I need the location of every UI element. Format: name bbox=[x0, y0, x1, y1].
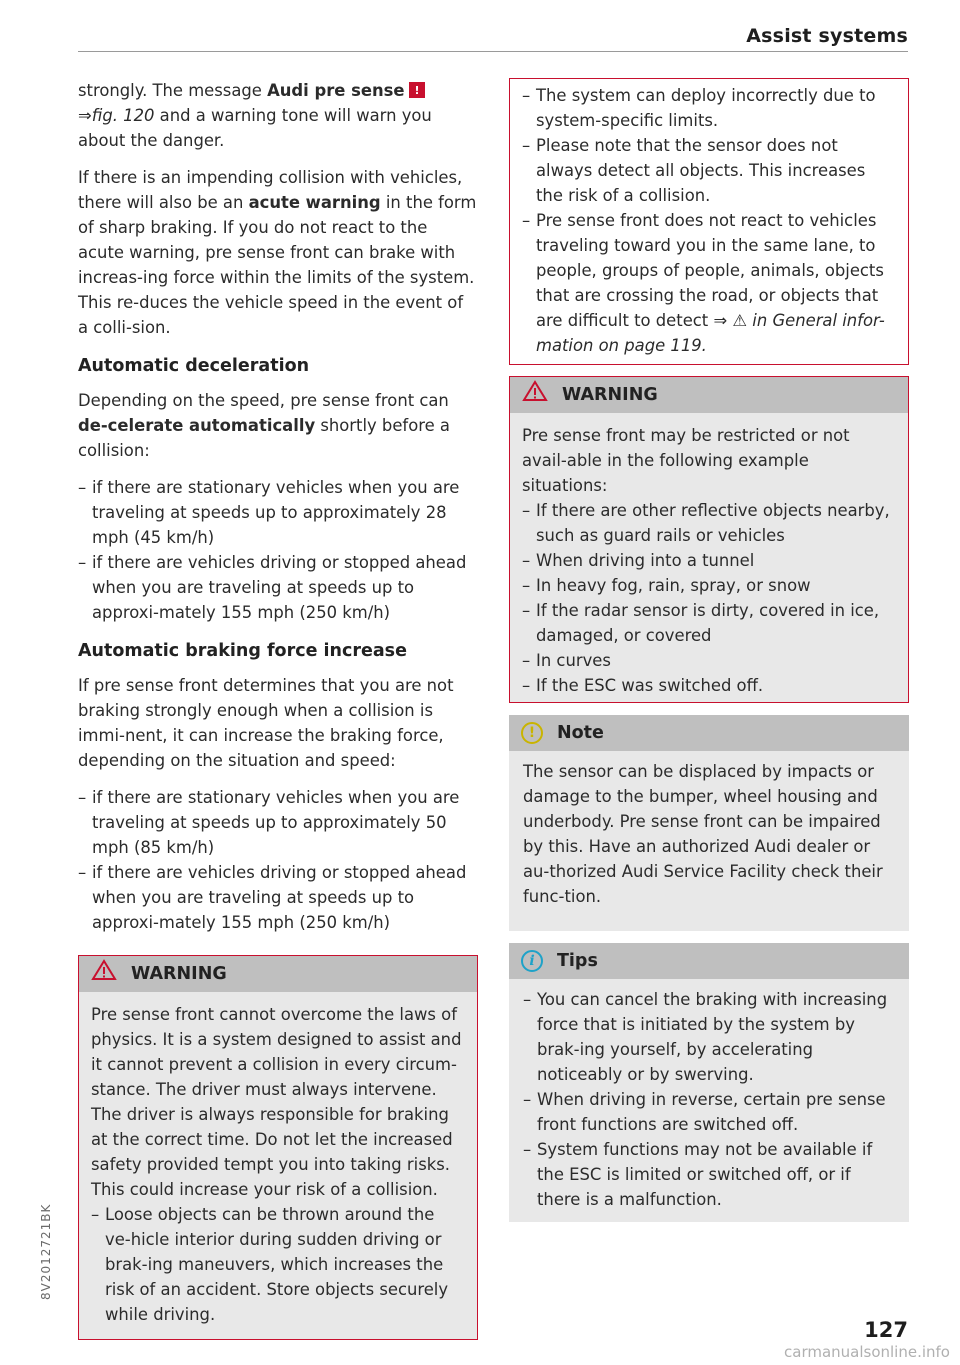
tips-box bbox=[509, 943, 909, 1222]
watermark: carmanualsonline.info bbox=[784, 1343, 950, 1361]
list-item: – In curves bbox=[522, 648, 896, 673]
warning-body bbox=[510, 413, 908, 702]
warning-header bbox=[79, 956, 477, 992]
deceleration-list bbox=[78, 475, 478, 625]
warning-box-right bbox=[509, 376, 909, 703]
warning-text: Pre sense front may be restricted or not avail-able in the following example situations: bbox=[522, 426, 850, 495]
tips-title: Tips bbox=[557, 950, 598, 971]
warning-triangle-icon bbox=[522, 380, 548, 410]
cross-reference-link[interactable]: ⇒ ⚠ bbox=[713, 311, 748, 330]
warning-continued-box bbox=[509, 78, 909, 365]
list-item: – When driving into a tunnel bbox=[522, 548, 896, 573]
list-item: – The system can deploy incorrectly due to system-specific limits. bbox=[522, 83, 896, 133]
info-circle-icon: i bbox=[521, 950, 543, 972]
warning-list bbox=[522, 498, 896, 698]
paragraph-acute-warning: If there is an impending collision with vehicles, there will also be an acute warning in the form of sharp braking. If you do not react to the acute warning, pre sense front can brake with increas-ing force within the limits of the system. This re-duces the vehicle speed in the event of a colli-sion. bbox=[78, 168, 477, 337]
document-code: 8V2012721BK bbox=[39, 1203, 53, 1300]
warning-box-left bbox=[78, 955, 478, 1340]
list-item: – When driving in reverse, certain pre sense front functions are switched off. bbox=[523, 1087, 895, 1137]
tips-header bbox=[509, 943, 909, 979]
list-item: – If the ESC was switched off. bbox=[522, 673, 896, 698]
exclamation-circle-icon: ! bbox=[521, 722, 543, 744]
warning-text: Pre sense front cannot overcome the laws of physics. It is a system designed to assist and it cannot prevent a collision in every circum-stance. The driver must always intervene. The driver is always responsible for braking at the correct time. Do not let the increased safety provided tempt you into taking risks. This could increase your risk of a collision. bbox=[91, 1005, 462, 1199]
warning-continued-list bbox=[522, 83, 896, 358]
list-item: – System functions may not be available if the ESC is limited or switched off, or if there is a malfunction. bbox=[523, 1137, 895, 1212]
fig-reference-link[interactable]: fig. 120 bbox=[91, 106, 155, 125]
note-body bbox=[509, 751, 909, 931]
section-title: Assist systems bbox=[746, 25, 908, 47]
paragraph-message: strongly. The message Audi pre sense! ⇒fig. 120 and a warning tone will warn you about the danger. bbox=[78, 78, 478, 153]
warning-header bbox=[510, 377, 908, 413]
list-item: – if there are vehicles driving or stopped ahead when you are traveling at speeds up to approxi-mately 155 mph (250 km/h) bbox=[78, 860, 478, 935]
left-column bbox=[78, 78, 478, 1340]
warning-title: WARNING bbox=[131, 963, 227, 984]
tips-list bbox=[523, 987, 895, 1212]
list-item: – In heavy fog, rain, spray, or snow bbox=[522, 573, 896, 598]
list-item: – If there are other reflective objects nearby, such as guard rails or vehicles bbox=[522, 498, 896, 548]
note-box bbox=[509, 715, 909, 931]
note-header bbox=[509, 715, 909, 751]
paragraph-braking-force: If pre sense front determines that you are not braking strongly enough when a collision is immi-nent, it can increase the braking force, depending on the situation and speed: bbox=[78, 676, 454, 770]
list-item: – Pre sense front does not react to vehicles traveling toward you in the same lane, to people, groups of people, animals, objects that are crossing the road, or objects that are difficult to detect ⇒ ⚠ in General infor-mation on page 119. bbox=[522, 208, 896, 358]
warning-title: WARNING bbox=[562, 384, 658, 405]
warning-list bbox=[91, 1202, 465, 1327]
paragraph-deceleration: Depending on the speed, pre sense front can de-celerate automatically shortly before a collision: bbox=[78, 391, 450, 460]
warning-triangle-icon bbox=[91, 959, 117, 989]
note-title: Note bbox=[557, 722, 604, 743]
list-item: – if there are vehicles driving or stopped ahead when you are traveling at speeds up to approxi-mately 155 mph (250 km/h) bbox=[78, 550, 478, 625]
header-rule bbox=[78, 51, 908, 52]
list-item: – if there are stationary vehicles when you are traveling at speeds up to approximately 50 mph (85 km/h) bbox=[78, 785, 478, 860]
page-number: 127 bbox=[864, 1318, 908, 1342]
heading-braking-force-increase: Automatic braking force increase bbox=[78, 641, 407, 661]
list-item: – if there are stationary vehicles when you are traveling at speeds up to approximately 28 mph (45 km/h) bbox=[78, 475, 478, 550]
heading-automatic-deceleration: Automatic deceleration bbox=[78, 356, 310, 376]
warning-lamp-icon bbox=[409, 82, 425, 98]
list-item: – Loose objects can be thrown around the ve-hicle interior during sudden driving or brak-ing maneuvers, which increases the risk of an accident. Store objects securely while driving. bbox=[91, 1202, 465, 1327]
note-text: The sensor can be displaced by impacts or damage to the bumper, wheel housing and underbody. Pre sense front can be impaired by this. Have an authorized Audi dealer or au-thorized Audi Service Facility check their func-tion. bbox=[523, 762, 883, 906]
right-column bbox=[509, 78, 909, 1222]
warning-body bbox=[79, 992, 477, 1339]
list-item: – Please note that the sensor does not always detect all objects. This increases the risk of a collision. bbox=[522, 133, 896, 208]
list-item: – If the radar sensor is dirty, covered in ice, damaged, or covered bbox=[522, 598, 896, 648]
list-item: – You can cancel the braking with increasing force that is initiated by the system by brak-ing yourself, by accelerating noticeably or by swerving. bbox=[523, 987, 895, 1087]
tips-body bbox=[509, 979, 909, 1222]
braking-force-list bbox=[78, 785, 478, 935]
